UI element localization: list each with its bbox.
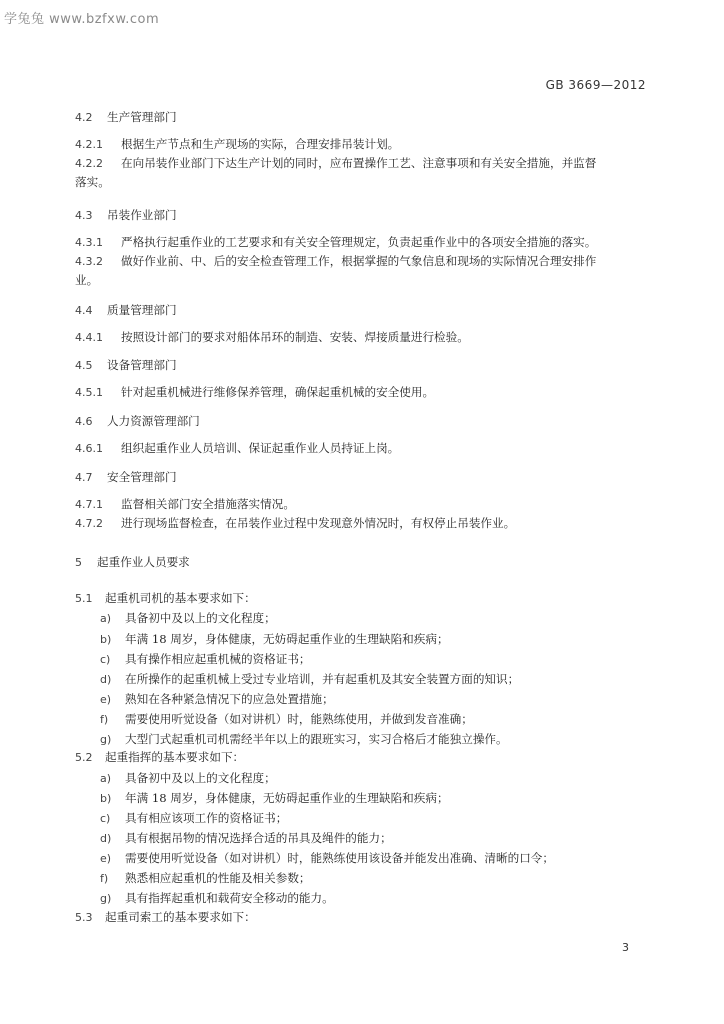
clause-number: 4.7.1	[75, 498, 103, 511]
clause-4-2-2-continuation: 落实。	[75, 175, 110, 189]
clause-number: 4.4.1	[75, 331, 103, 344]
clause-text: 针对起重机械进行维修保养管理，确保起重机械的安全使用。	[121, 385, 435, 399]
chapter-heading-5	[75, 555, 190, 570]
clause-4-7-1	[75, 497, 295, 512]
clause-text: 起重指挥的基本要求如下：	[105, 750, 245, 764]
clause-number: 4.3.2	[75, 255, 103, 268]
list-letter: e)	[100, 852, 112, 865]
list-text: 年满 18 周岁，身体健康，无妨碍起重作业的生理缺陷和疾病；	[125, 632, 449, 646]
clause-text: 组织起重作业人员培训、保证起重作业人员持证上岗。	[121, 441, 400, 455]
section-number: 4.6	[75, 415, 93, 428]
clause-text: 严格执行起重作业的工艺要求和有关安全管理规定，负责起重作业中的各项安全措施的落实。	[121, 235, 597, 249]
clause-text: 在向吊装作业部门下达生产计划的同时，应布置操作工艺、注意事项和有关安全措施，并监督	[121, 156, 597, 170]
chapter-number: 5	[75, 556, 82, 569]
clause-number: 5.1	[75, 592, 93, 605]
section-number: 4.7	[75, 471, 93, 484]
list-item-5-2-e	[100, 851, 554, 866]
section-title: 生产管理部门	[107, 110, 177, 124]
list-item-5-2-c	[100, 811, 287, 826]
list-item-5-1-f	[100, 712, 473, 727]
clause-text: 监督相关部门安全措施落实情况。	[121, 497, 295, 511]
clause-number: 4.2.2	[75, 157, 103, 170]
section-heading-4-2	[75, 110, 177, 125]
page-number: 3	[622, 941, 629, 954]
list-text: 具有指挥起重机和载荷安全移动的能力。	[125, 891, 334, 905]
clause-text: 起重司索工的基本要求如下：	[105, 910, 256, 924]
section-title: 人力资源管理部门	[107, 414, 200, 428]
list-text: 年满 18 周岁，身体健康，无妨碍起重作业的生理缺陷和疾病；	[125, 791, 449, 805]
clause-4-7-2	[75, 516, 515, 531]
list-item-5-2-b	[100, 791, 449, 806]
clause-text: 进行现场监督检查，在吊装作业过程中发现意外情况时，有权停止吊装作业。	[121, 516, 516, 530]
clause-number: 4.3.1	[75, 236, 103, 249]
clause-5-3	[75, 910, 256, 925]
section-heading-4-5	[75, 358, 177, 373]
list-letter: b)	[100, 633, 112, 646]
list-letter: f)	[100, 872, 109, 885]
section-title: 吊装作业部门	[107, 208, 177, 222]
list-text: 熟悉相应起重机的性能及相关参数；	[125, 871, 311, 885]
clause-number: 4.6.1	[75, 442, 103, 455]
list-text: 熟知在各种紧急情况下的应急处置措施；	[125, 692, 334, 706]
section-number: 4.3	[75, 209, 93, 222]
list-letter: d)	[100, 832, 112, 845]
list-text: 具备初中及以上的文化程度；	[125, 771, 276, 785]
list-text: 具备初中及以上的文化程度；	[125, 611, 276, 625]
list-item-5-2-f	[100, 871, 311, 886]
clause-4-6-1	[75, 441, 399, 456]
clause-4-3-2	[75, 254, 596, 269]
list-text: 需要使用听觉设备（如对讲机）时，能熟练使用，并做到发音准确；	[125, 712, 473, 726]
section-heading-4-3	[75, 208, 177, 223]
list-letter: d)	[100, 673, 112, 686]
list-item-5-2-g	[100, 891, 334, 906]
section-number: 4.2	[75, 111, 93, 124]
clause-number: 5.3	[75, 911, 93, 924]
clause-text: 起重机司机的基本要求如下：	[105, 591, 256, 605]
section-number: 4.5	[75, 359, 93, 372]
list-item-5-1-a	[100, 611, 276, 626]
clause-4-2-2	[75, 156, 596, 171]
list-item-5-1-g	[100, 732, 508, 747]
clause-number: 5.2	[75, 751, 93, 764]
clause-number: 4.5.1	[75, 386, 103, 399]
list-item-5-1-d	[100, 672, 519, 687]
section-number: 4.4	[75, 304, 93, 317]
clause-text: 根据生产节点和生产现场的实际，合理安排吊装计划。	[121, 137, 400, 151]
list-text: 需要使用听觉设备（如对讲机）时，能熟练使用该设备并能发出准确、清晰的口令；	[125, 851, 554, 865]
clause-4-2-1	[75, 137, 399, 152]
list-letter: a)	[100, 772, 112, 785]
section-heading-4-4	[75, 303, 177, 318]
section-heading-4-7	[75, 470, 177, 485]
list-text: 大型门式起重机司机需经半年以上的跟班实习，实习合格后才能独立操作。	[125, 732, 508, 746]
list-letter: c)	[100, 653, 111, 666]
list-letter: f)	[100, 713, 109, 726]
list-text: 具有根据吊物的情况选择合适的吊具及绳件的能力；	[125, 831, 392, 845]
list-text: 在所操作的起重机械上受过专业培训，并有起重机及其安全装置方面的知识；	[125, 672, 520, 686]
section-title: 安全管理部门	[107, 470, 177, 484]
list-item-5-2-a	[100, 771, 276, 786]
clause-5-2	[75, 750, 244, 765]
clause-number: 4.2.1	[75, 138, 103, 151]
list-letter: e)	[100, 693, 112, 706]
list-text: 具有操作相应起重机械的资格证书；	[125, 652, 311, 666]
clause-text: 按照设计部门的要求对船体吊环的制造、安装、焊接质量进行检验。	[121, 330, 469, 344]
clause-5-1	[75, 591, 256, 606]
watermark: 学兔兔 www.bzfxw.com	[4, 12, 160, 27]
clause-text: 做好作业前、中、后的安全检查管理工作，根据掌握的气象信息和现场的实际情况合理安排作	[121, 254, 597, 268]
clause-4-5-1	[75, 385, 434, 400]
list-item-5-1-c	[100, 652, 311, 667]
clause-4-4-1	[75, 330, 469, 345]
list-letter: g)	[100, 892, 112, 905]
section-title: 设备管理部门	[107, 358, 177, 372]
list-item-5-2-d	[100, 831, 392, 846]
chapter-title: 起重作业人员要求	[97, 555, 190, 569]
clause-4-3-1	[75, 235, 596, 250]
list-letter: a)	[100, 612, 112, 625]
section-heading-4-6	[75, 414, 200, 429]
list-item-5-1-b	[100, 632, 449, 647]
section-title: 质量管理部门	[107, 303, 177, 317]
standard-number-header: GB 3669—2012	[545, 78, 646, 92]
clause-number: 4.7.2	[75, 517, 103, 530]
list-letter: c)	[100, 812, 111, 825]
list-letter: b)	[100, 792, 112, 805]
list-item-5-1-e	[100, 692, 334, 707]
list-text: 具有相应该项工作的资格证书；	[125, 811, 288, 825]
clause-4-3-2-continuation: 业。	[75, 273, 99, 287]
list-letter: g)	[100, 733, 112, 746]
